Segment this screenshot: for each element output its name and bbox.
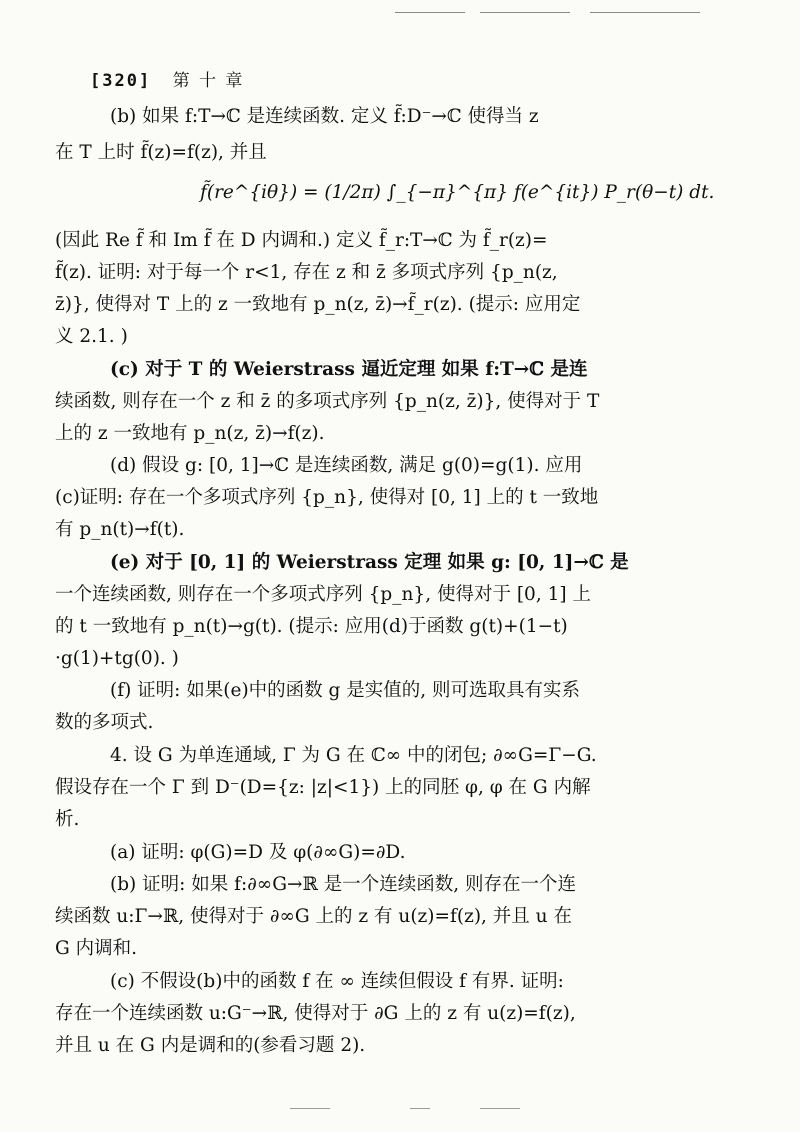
- text-line: 析.: [55, 809, 80, 830]
- text-line: 数的多项式.: [55, 712, 154, 733]
- text-line: (c) 不假设(b)中的函数 f 在 ∞ 连续但假设 f 有界. 证明:: [110, 971, 564, 992]
- problem-line: 4. 设 G 为单连通域, Γ 为 G 在 ℂ∞ 中的闭包; ∂∞G=Γ−G.: [110, 745, 597, 766]
- top-rule: [590, 12, 700, 13]
- text-line: 的 t 一致地有 p_n(t)→g(t). (提示: 应用(d)于函数 g(t)+(1−t): [55, 616, 568, 637]
- text-line: 有 p_n(t)→f(t).: [55, 519, 185, 540]
- text-line: (c)证明: 存在一个多项式序列 {p_n}, 使得对 [0, 1] 上的 t 一致地: [55, 487, 599, 508]
- text-line: 续函数 u:Γ→ℝ, 使得对于 ∂∞G 上的 z 有 u(z)=f(z), 并且 u 在: [55, 906, 572, 927]
- chapter-title: 第 十 章: [172, 71, 245, 91]
- text-line: 假设存在一个 Γ 到 D⁻(D={z: |z|<1}) 上的同胚 φ, φ 在 G 内解: [55, 777, 591, 798]
- text-line: 存在一个连续函数 u:G⁻→ℝ, 使得对于 ∂G 上的 z 有 u(z)=f(z),: [55, 1003, 576, 1024]
- scan-mark: [290, 1108, 330, 1109]
- scan-mark: [410, 1108, 430, 1109]
- theorem-line: (c) 对于 T 的 Weierstrass 逼近定理 如果 f:T→ℂ 是连: [110, 359, 588, 380]
- text-line: (因此 Re f̃ 和 Im f̃ 在 D 内调和.) 定义 f̃_r:T→ℂ 为 f̃_r(z)=: [55, 230, 548, 251]
- text-line: 上的 z 一致地有 p_n(z, z̄)→f(z).: [55, 423, 325, 444]
- text-line: 一个连续函数, 则存在一个多项式序列 {p_n}, 使得对于 [0, 1] 上: [55, 584, 591, 605]
- text-line: ·g(1)+tg(0). ): [55, 648, 179, 669]
- text-line: f̃(z). 证明: 对于每一个 r<1, 存在 z 和 z̄ 多项式序列 {p_n(z,: [55, 262, 558, 283]
- text-line: (d) 假设 g: [0, 1]→ℂ 是连续函数, 满足 g(0)=g(1). 应用: [110, 455, 583, 476]
- text-line: 续函数, 则存在一个 z 和 z̄ 的多项式序列 {p_n(z, z̄)}, 使得对于 T: [55, 391, 600, 412]
- text-line: (b) 如果 f:T→ℂ 是连续函数. 定义 f̃:D⁻→ℂ 使得当 z: [110, 106, 539, 127]
- theorem-line: (e) 对于 [0, 1] 的 Weierstrass 定理 如果 g: [0, 1]→ℂ 是: [110, 552, 629, 573]
- top-rule: [395, 12, 465, 13]
- text-line: (b) 证明: 如果 f:∂∞G→ℝ 是一个连续函数, 则存在一个连: [110, 874, 577, 895]
- formula: f̃(re^{iθ}) = (1/2π) ∫_{−π}^{π} f(e^{it}) P_r(θ−t) dt.: [200, 182, 715, 203]
- text-line: 义 2.1. ): [55, 326, 128, 347]
- page-number: [320]: [90, 71, 152, 91]
- scan-mark: [480, 1108, 520, 1109]
- top-rule: [480, 12, 570, 13]
- text-line: G 内调和.: [55, 938, 138, 959]
- text-line: z̄)}, 使得对 T 上的 z 一致地有 p_n(z, z̄)→f̃_r(z). (提示: 应用定: [55, 294, 581, 315]
- text-line: 在 T 上时 f̃(z)=f(z), 并且: [55, 142, 267, 163]
- text-line: (a) 证明: φ(G)=D 及 φ(∂∞G)=∂D.: [110, 842, 406, 863]
- text-line: (f) 证明: 如果(e)中的函数 g 是实值的, 则可选取具有实系: [110, 680, 581, 701]
- text-line: 并且 u 在 G 内是调和的(参看习题 2).: [55, 1035, 366, 1056]
- page-header: [90, 66, 244, 91]
